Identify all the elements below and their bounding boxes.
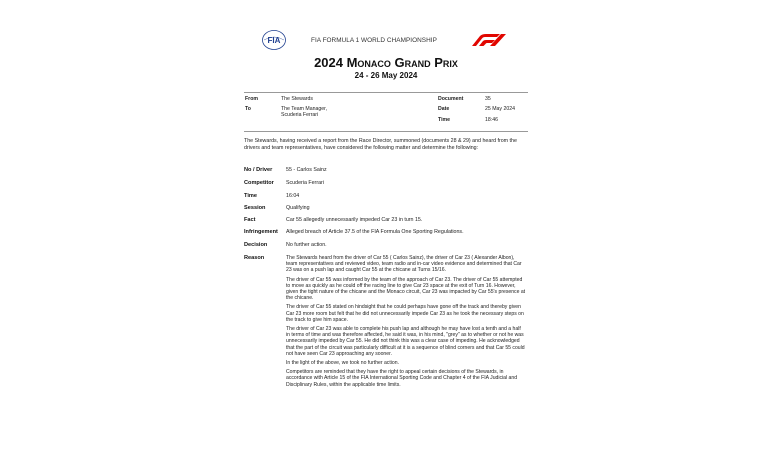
date-value: 25 May 2024 xyxy=(485,106,515,112)
document-label: Document xyxy=(438,96,464,102)
fact-label: Fact xyxy=(244,217,256,223)
fia-logo-text: FIA xyxy=(267,36,281,45)
reason-paragraph: The driver of Car 23 was able to complete his push lap and although he may have lost a tenth and a half in terms of time and was therefore affected, he said it was, in his mind, "grey" as to whether or not he was unnecessarily impeded by Car 55. He did not think this was a clear case of impeding. He acknowledged that the part of the circuit was particularly difficult at it is a sequence of blind corners and that Car 55 could not have seen Car 23 approaching any sooner. xyxy=(286,326,525,357)
f1-logo xyxy=(470,33,508,47)
fia-logo xyxy=(262,30,286,50)
to-value-line2: Scuderia Ferrari xyxy=(281,112,319,118)
from-value: The Stewards xyxy=(281,96,314,102)
from-label: From xyxy=(245,96,258,102)
reason-body xyxy=(286,255,526,391)
reason-paragraph: In the light of the above, we took no further action. xyxy=(286,360,399,367)
time-label: Time xyxy=(438,117,451,123)
driver-label: No / Driver xyxy=(244,167,273,173)
decision-value: No further action. xyxy=(286,242,327,248)
reason-paragraph: The Stewards heard from the driver of Car 55 ( Carlos Sainz), the driver of Car 23 ( Alexander Albon), team representatives and reviewed video, team radio and in-car video evidence and determined that Car 23 was on a push lap and caught Car 55 at the chicane at Turns 15/16. xyxy=(286,255,522,274)
session-value: Qualifying xyxy=(286,205,310,211)
document-value: 35 xyxy=(485,96,491,102)
infringement-value: Alleged breach of Article 37.5 of the FIA Formula One Sporting Regulations. xyxy=(286,229,464,235)
to-label: To xyxy=(245,106,251,112)
date-label: Date xyxy=(438,106,450,112)
event-dates: 24 - 26 May 2024 xyxy=(354,71,418,80)
time-value: 18:46 xyxy=(485,117,498,123)
divider-mid xyxy=(244,131,528,132)
time-field-value: 16:04 xyxy=(286,193,300,199)
to-value-line1: The Team Manager, xyxy=(281,106,328,112)
championship-title: FIA FORMULA 1 WORLD CHAMPIONSHIP xyxy=(311,37,437,44)
divider-top xyxy=(244,92,528,93)
intro-paragraph: The Stewards, having received a report from the Race Director, summoned (documents 28 & 29) and heard from the drivers and team representatives, have considered the following matter and determine the following: xyxy=(244,138,517,151)
time-field-label: Time xyxy=(244,193,257,199)
fact-value: Car 55 allegedly unnecessarily impeded Car 23 in turn 15. xyxy=(286,217,423,223)
reason-paragraph: The driver of Car 55 was informed by the team of the approach of Car 23. The driver of Car 55 attempted to move as quickly as he could off the racing line to give Car 23 space at the exit of Turn 16. However, given the tight nature of the chicane and the Monaco circuit, Car 23 was impacted by Car 55's presence at the chicane. xyxy=(286,276,526,302)
event-title: 2024 Monaco Grand Prix xyxy=(314,55,458,70)
session-label: Session xyxy=(244,205,266,211)
reason-paragraph: The driver of Car 55 stated on hindsight that he could perhaps have gone off the track and thereby given Car 23 more room but felt that he did not unnecessarily impede Car 23 as he took the necessary steps on the track to give him space. xyxy=(286,304,524,323)
driver-value: 55 - Carlos Sainz xyxy=(286,167,327,173)
reason-paragraph: Competitors are reminded that they have the right to appeal certain decisions of the Stewards, in accordance with Article 15 of the FIA International Sporting Code and Chapter 4 of the FIA Judicial and Disciplinary Rules, within the applicable time limits. xyxy=(286,369,518,388)
decision-label: Decision xyxy=(244,242,268,248)
competitor-label: Competitor xyxy=(244,180,274,186)
infringement-label: Infringement xyxy=(244,229,278,235)
reason-label: Reason xyxy=(244,255,265,261)
competitor-value: Scuderia Ferrari xyxy=(286,180,324,186)
